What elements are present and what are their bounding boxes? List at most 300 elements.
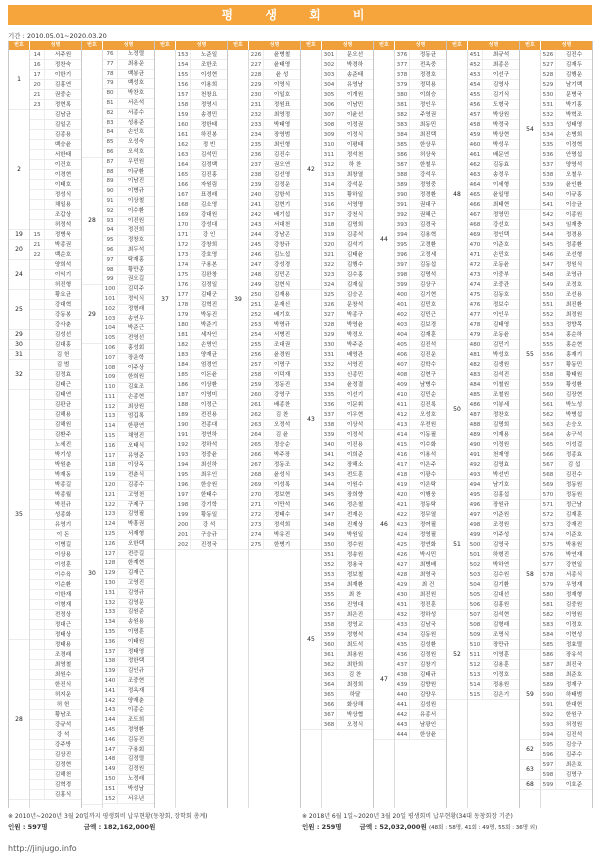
seq-number: 91: [103, 197, 118, 206]
member-name: 서한태: [54, 152, 72, 158]
member-name: 김석현: [492, 612, 510, 618]
table-row: [103, 373, 154, 383]
member-name: 이 돈: [56, 532, 70, 538]
seq-number: 113: [103, 412, 118, 421]
member-name: 조철원: [492, 392, 510, 398]
member-name: 정영교: [346, 622, 364, 628]
class-number: 45: [301, 550, 321, 730]
seq-number: [30, 310, 45, 319]
member-name: 박태영: [273, 122, 291, 128]
table-row: [395, 240, 446, 250]
member-name: 서영명: [346, 202, 364, 208]
seq-number: 595: [541, 740, 556, 749]
seq-number: 384: [395, 130, 410, 139]
seq-number: 570: [541, 490, 556, 499]
seq-number: 101: [103, 295, 118, 304]
seq-number: 143: [103, 706, 118, 715]
table-row: [176, 430, 227, 440]
header-name: 성명: [50, 42, 61, 48]
table-row: [322, 670, 373, 680]
seq-number: 530: [541, 90, 556, 99]
seq-number: 99: [103, 275, 118, 284]
table-row: [395, 520, 446, 530]
seq-number: 367: [322, 710, 337, 719]
member-name: 이용희: [200, 82, 218, 88]
seq-number: 494: [468, 480, 483, 489]
member-name: 장만규: [492, 642, 510, 648]
member-name: 이수환: [127, 207, 145, 214]
member-name: 권중순: [54, 92, 72, 98]
member-name: 최두석: [127, 246, 145, 253]
table-row: [249, 370, 300, 380]
table-row: [103, 648, 154, 658]
member-name: 정송원: [346, 552, 364, 558]
seq-number: 165: [176, 170, 191, 179]
seq-number: 114: [103, 422, 118, 431]
member-name: 김성선: [54, 332, 72, 338]
member-name: 이영원: [565, 612, 583, 618]
table-row: [541, 510, 592, 520]
member-name: 한상윤: [419, 732, 437, 738]
seq-number: 154: [176, 60, 191, 69]
table-row: [103, 471, 154, 481]
seq-number: 543: [541, 220, 556, 229]
seq-number: 339: [322, 430, 337, 439]
member-name: 이선구: [492, 72, 510, 78]
table-row: [468, 620, 519, 630]
member-name: 김수원: [492, 572, 510, 578]
table-row: [322, 320, 373, 330]
member-name: 정재형: [565, 592, 583, 598]
table-row: [30, 530, 81, 540]
member-name: 박영윤: [346, 322, 364, 328]
seq-number: 458: [468, 120, 483, 129]
seq-number: 134: [103, 618, 118, 627]
member-name: 이승균: [565, 202, 583, 208]
member-name: 박성호: [492, 352, 510, 358]
table-row: [30, 560, 81, 570]
seq-number: 230: [249, 90, 264, 99]
seq-number: 88: [103, 168, 118, 177]
member-name: 최은호: [565, 762, 583, 768]
seq-number: 475: [468, 290, 483, 299]
member-name: 이준호: [492, 242, 510, 248]
seq-number: 355: [322, 590, 337, 599]
member-name: 김민근: [419, 312, 437, 318]
seq-number: 93: [103, 217, 118, 226]
table-row: [322, 690, 373, 700]
seq-number: 438: [395, 670, 410, 679]
member-name: 윤성식: [273, 472, 291, 478]
seq-number: 311: [322, 150, 337, 159]
table-row: [30, 460, 81, 470]
seq-number: 87: [103, 158, 118, 167]
member-name: 이익기: [54, 272, 72, 278]
member-name: 서종식: [565, 572, 583, 578]
seq-number: 586: [541, 650, 556, 659]
table-row: [322, 70, 373, 80]
member-name: 최준호: [565, 672, 583, 678]
header-name: 성명: [561, 42, 572, 48]
member-name: 정종효: [565, 452, 583, 458]
table-row: [395, 510, 446, 520]
table-row: [541, 90, 592, 100]
seq-number: 593: [541, 720, 556, 729]
table-row: [541, 100, 592, 110]
table-row: [249, 420, 300, 430]
member-name: 김형래: [492, 622, 510, 628]
member-name: 김진수: [273, 152, 291, 158]
member-name: 이정근: [200, 402, 218, 408]
seq-number: 263: [249, 420, 264, 429]
member-name: 김정렬: [127, 756, 145, 763]
table-row: [395, 100, 446, 110]
member-name: 조동윤: [492, 262, 510, 268]
seq-number: 575: [541, 540, 556, 549]
seq-number: 319: [322, 230, 337, 239]
table-row: [103, 540, 154, 550]
member-name: 문병국: [565, 92, 583, 98]
table-row: [395, 450, 446, 460]
table-row: [322, 470, 373, 480]
seq-number: [30, 550, 45, 559]
table-row: [176, 260, 227, 270]
seq-number: 545: [541, 240, 556, 249]
seq-number: [30, 420, 45, 429]
member-name: 김정현: [54, 762, 72, 768]
table-row: [103, 344, 154, 354]
member-name: 정현록: [54, 102, 72, 108]
member-name: 김동원: [419, 632, 437, 638]
member-name: 최도석: [346, 642, 364, 648]
seq-number: 304: [322, 80, 337, 89]
table-row: [541, 170, 592, 180]
member-name: 이은주: [419, 462, 437, 468]
member-name: 김해용: [54, 412, 72, 418]
table-row: [468, 270, 519, 280]
seq-number: 493: [468, 470, 483, 479]
member-name: 강성경: [273, 262, 291, 268]
member-name: 조정호: [565, 282, 583, 288]
member-name: 박원춘: [54, 462, 72, 468]
table-row: [395, 700, 446, 710]
table-row: [395, 590, 446, 600]
seq-number: 272: [249, 510, 264, 519]
table-row: [468, 240, 519, 250]
member-name: 박재동: [54, 472, 72, 478]
footer-left: [8, 812, 300, 832]
table-row: [322, 150, 373, 160]
class-number: 47: [374, 620, 394, 740]
table-column: [301, 41, 374, 808]
table-row: [103, 128, 154, 138]
member-name: 정동탁: [419, 502, 437, 508]
member-name: 이수육: [54, 572, 72, 578]
table-row: [176, 300, 227, 310]
member-name: 김상구: [419, 282, 437, 288]
table-row: [468, 690, 519, 700]
member-name: 이호준: [565, 782, 583, 788]
member-name: 이중부: [492, 272, 510, 278]
member-name: 강사춘: [54, 322, 72, 328]
seq-number: [30, 530, 45, 539]
seq-number: 557: [541, 360, 556, 369]
member-name: 고영천: [127, 491, 145, 498]
seq-number: 130: [103, 579, 118, 588]
table-row: [468, 330, 519, 340]
member-name: 박찬호: [127, 90, 145, 97]
table-row: [541, 760, 592, 770]
member-name: 정효렬: [565, 642, 583, 648]
member-name: 백순호: [54, 252, 72, 258]
seq-number: [30, 370, 45, 379]
member-name: 자원림: [200, 182, 218, 188]
seq-number: 398: [395, 270, 410, 279]
member-name: 김영규: [127, 589, 145, 596]
seq-number: 422: [395, 510, 410, 519]
member-name: 정석천: [346, 152, 364, 158]
seq-number: 599: [541, 780, 556, 789]
class-number: 59: [520, 650, 540, 740]
member-name: 성태영: [565, 122, 583, 128]
seq-number: 490: [468, 440, 483, 449]
member-name: 김정백: [200, 162, 218, 168]
table-row: [30, 200, 81, 210]
member-name: 김기환: [492, 582, 510, 588]
seq-number: 23: [30, 100, 45, 109]
seq-number: 381: [395, 100, 410, 109]
table-row: [322, 360, 373, 370]
seq-number: 83: [103, 119, 118, 128]
member-name: 정석희: [273, 522, 291, 528]
seq-number: 150: [103, 775, 118, 784]
table-row: [395, 460, 446, 470]
table-row: [103, 775, 154, 785]
seq-number: 437: [395, 660, 410, 669]
seq-number: 421: [395, 500, 410, 509]
table-row: [30, 400, 81, 410]
seq-number: 390: [395, 190, 410, 199]
table-row: [395, 380, 446, 390]
member-name: 정연하: [200, 432, 218, 438]
seq-number: 399: [395, 280, 410, 289]
seq-number: 395: [395, 240, 410, 249]
seq-number: 323: [322, 270, 337, 279]
table-row: [249, 170, 300, 180]
member-name: 김기식: [492, 92, 510, 98]
seq-number: 577: [541, 560, 556, 569]
member-name: 김 찬: [348, 672, 362, 678]
seq-number: [30, 270, 45, 279]
table-row: [395, 600, 446, 610]
table-row: [30, 500, 81, 510]
member-name: 박시민: [419, 552, 437, 558]
seq-number: [30, 260, 45, 269]
table-row: [249, 490, 300, 500]
table-row: [395, 360, 446, 370]
seq-number: 592: [541, 710, 556, 719]
table-row: [468, 600, 519, 610]
table-row: [541, 470, 592, 480]
seq-number: 348: [322, 520, 337, 529]
seq-number: 115: [103, 432, 118, 441]
member-name: 김재훈: [419, 332, 437, 338]
table-row: [103, 550, 154, 560]
member-name: 엄깁록: [127, 413, 145, 420]
table-row: [541, 140, 592, 150]
table-row: [395, 80, 446, 90]
table-row: [395, 130, 446, 140]
member-name: 박동진: [200, 312, 218, 318]
member-name: 김덕주: [127, 286, 145, 293]
member-name: 이남민: [346, 102, 364, 108]
seq-number: 236: [249, 150, 264, 159]
member-name: 정연화: [419, 542, 437, 548]
seq-number: 582: [541, 610, 556, 619]
seq-number: 426: [395, 550, 410, 559]
member-name: 정보수: [492, 302, 510, 308]
member-name: 서영진: [346, 362, 364, 368]
member-name: 정익식: [127, 295, 145, 302]
table-row: [322, 120, 373, 130]
table-row: [395, 270, 446, 280]
table-row: [249, 70, 300, 80]
seq-number: 326: [322, 300, 337, 309]
seq-number: 468: [468, 220, 483, 229]
table-row: [468, 480, 519, 490]
table-row: [103, 79, 154, 89]
class-number: 54: [520, 50, 540, 210]
seq-number: 255: [249, 340, 264, 349]
seq-number: 153: [176, 50, 191, 59]
member-name: 박선빈: [492, 472, 510, 478]
table-row: [249, 120, 300, 130]
seq-number: 561: [541, 400, 556, 409]
class-number: 30: [82, 344, 102, 805]
member-name: 전영선: [127, 335, 145, 342]
table-row: [249, 380, 300, 390]
member-name: 강남곤: [273, 232, 291, 238]
table-row: [395, 230, 446, 240]
member-name: 성종화: [54, 512, 72, 518]
member-name: 송경민: [200, 112, 218, 118]
member-name: 정병욱: [54, 232, 72, 238]
seq-number: 396: [395, 250, 410, 259]
member-name: 김수홍: [346, 272, 364, 278]
table-row: [30, 70, 81, 80]
member-name: 강선호: [492, 222, 510, 228]
table-row: [541, 570, 592, 580]
member-name: 전도훈: [346, 472, 364, 478]
seq-number: 346: [322, 500, 337, 509]
class-number: 68: [520, 780, 540, 790]
member-name: 김홍섭: [492, 492, 510, 498]
member-name: 김기현: [419, 292, 437, 298]
seq-number: 408: [395, 370, 410, 379]
seq-number: 84: [103, 128, 118, 137]
table-row: [541, 250, 592, 260]
table-row: [395, 720, 446, 730]
table-row: [30, 340, 81, 350]
member-name: 최우인: [200, 472, 218, 478]
member-name: 서재형: [127, 531, 145, 538]
table-row: [30, 350, 81, 360]
seq-number: 424: [395, 530, 410, 539]
member-name: 이정호: [565, 622, 583, 628]
seq-number: 157: [176, 90, 191, 99]
seq-number: 583: [541, 620, 556, 629]
seq-number: 354: [322, 580, 337, 589]
class-number: 58: [520, 500, 540, 650]
seq-number: 503: [468, 570, 483, 579]
member-name: 손병희: [565, 132, 583, 138]
member-name: 이성록: [273, 482, 291, 488]
table-row: [30, 220, 81, 230]
seq-number: 596: [541, 750, 556, 759]
column-header: [301, 41, 373, 50]
table-row: [468, 560, 519, 570]
member-name: 최신하: [200, 462, 218, 468]
table-row: [103, 119, 154, 129]
table-row: [249, 510, 300, 520]
column-header: [447, 41, 519, 50]
seq-number: [30, 140, 45, 149]
member-name: 최진국: [565, 662, 583, 668]
member-name: 이인우: [492, 312, 510, 318]
member-name: 전옥중: [419, 62, 437, 68]
table-row: [30, 640, 81, 650]
seq-number: 349: [322, 530, 337, 539]
table-row: [30, 90, 81, 100]
table-row: [176, 380, 227, 390]
seq-number: 192: [176, 440, 191, 449]
table-row: [103, 501, 154, 511]
seq-number: 364: [322, 680, 337, 689]
member-name: 최은진: [346, 612, 364, 618]
table-row: [30, 190, 81, 200]
member-name: 최영정: [273, 112, 291, 118]
seq-number: 191: [176, 430, 191, 439]
seq-number: 563: [541, 420, 556, 429]
seq-number: 152: [103, 795, 118, 804]
seq-number: [30, 510, 45, 519]
table-row: [541, 270, 592, 280]
table-row: [395, 300, 446, 310]
seq-number: 366: [322, 700, 337, 709]
seq-number: [30, 200, 45, 209]
table-row: [30, 670, 81, 680]
seq-number: 486: [468, 400, 483, 409]
member-name: 김환주: [54, 432, 72, 438]
seq-number: 393: [395, 220, 410, 229]
class-number: 48: [447, 50, 467, 340]
member-name: 이진용: [346, 442, 364, 448]
member-name: 남기호: [492, 482, 510, 488]
seq-number: 392: [395, 210, 410, 219]
member-name: 홍재기: [565, 352, 583, 358]
seq-number: [30, 570, 45, 579]
seq-number: 102: [103, 305, 118, 314]
seq-number: 440: [395, 690, 410, 699]
table-row: [249, 230, 300, 240]
seq-number: 307: [322, 110, 337, 119]
table-row: [541, 130, 592, 140]
table-row: [103, 236, 154, 246]
seq-number: 406: [395, 350, 410, 359]
seq-number: 125: [103, 530, 118, 539]
member-name: 김선영: [273, 172, 291, 178]
table-row: [103, 109, 154, 119]
